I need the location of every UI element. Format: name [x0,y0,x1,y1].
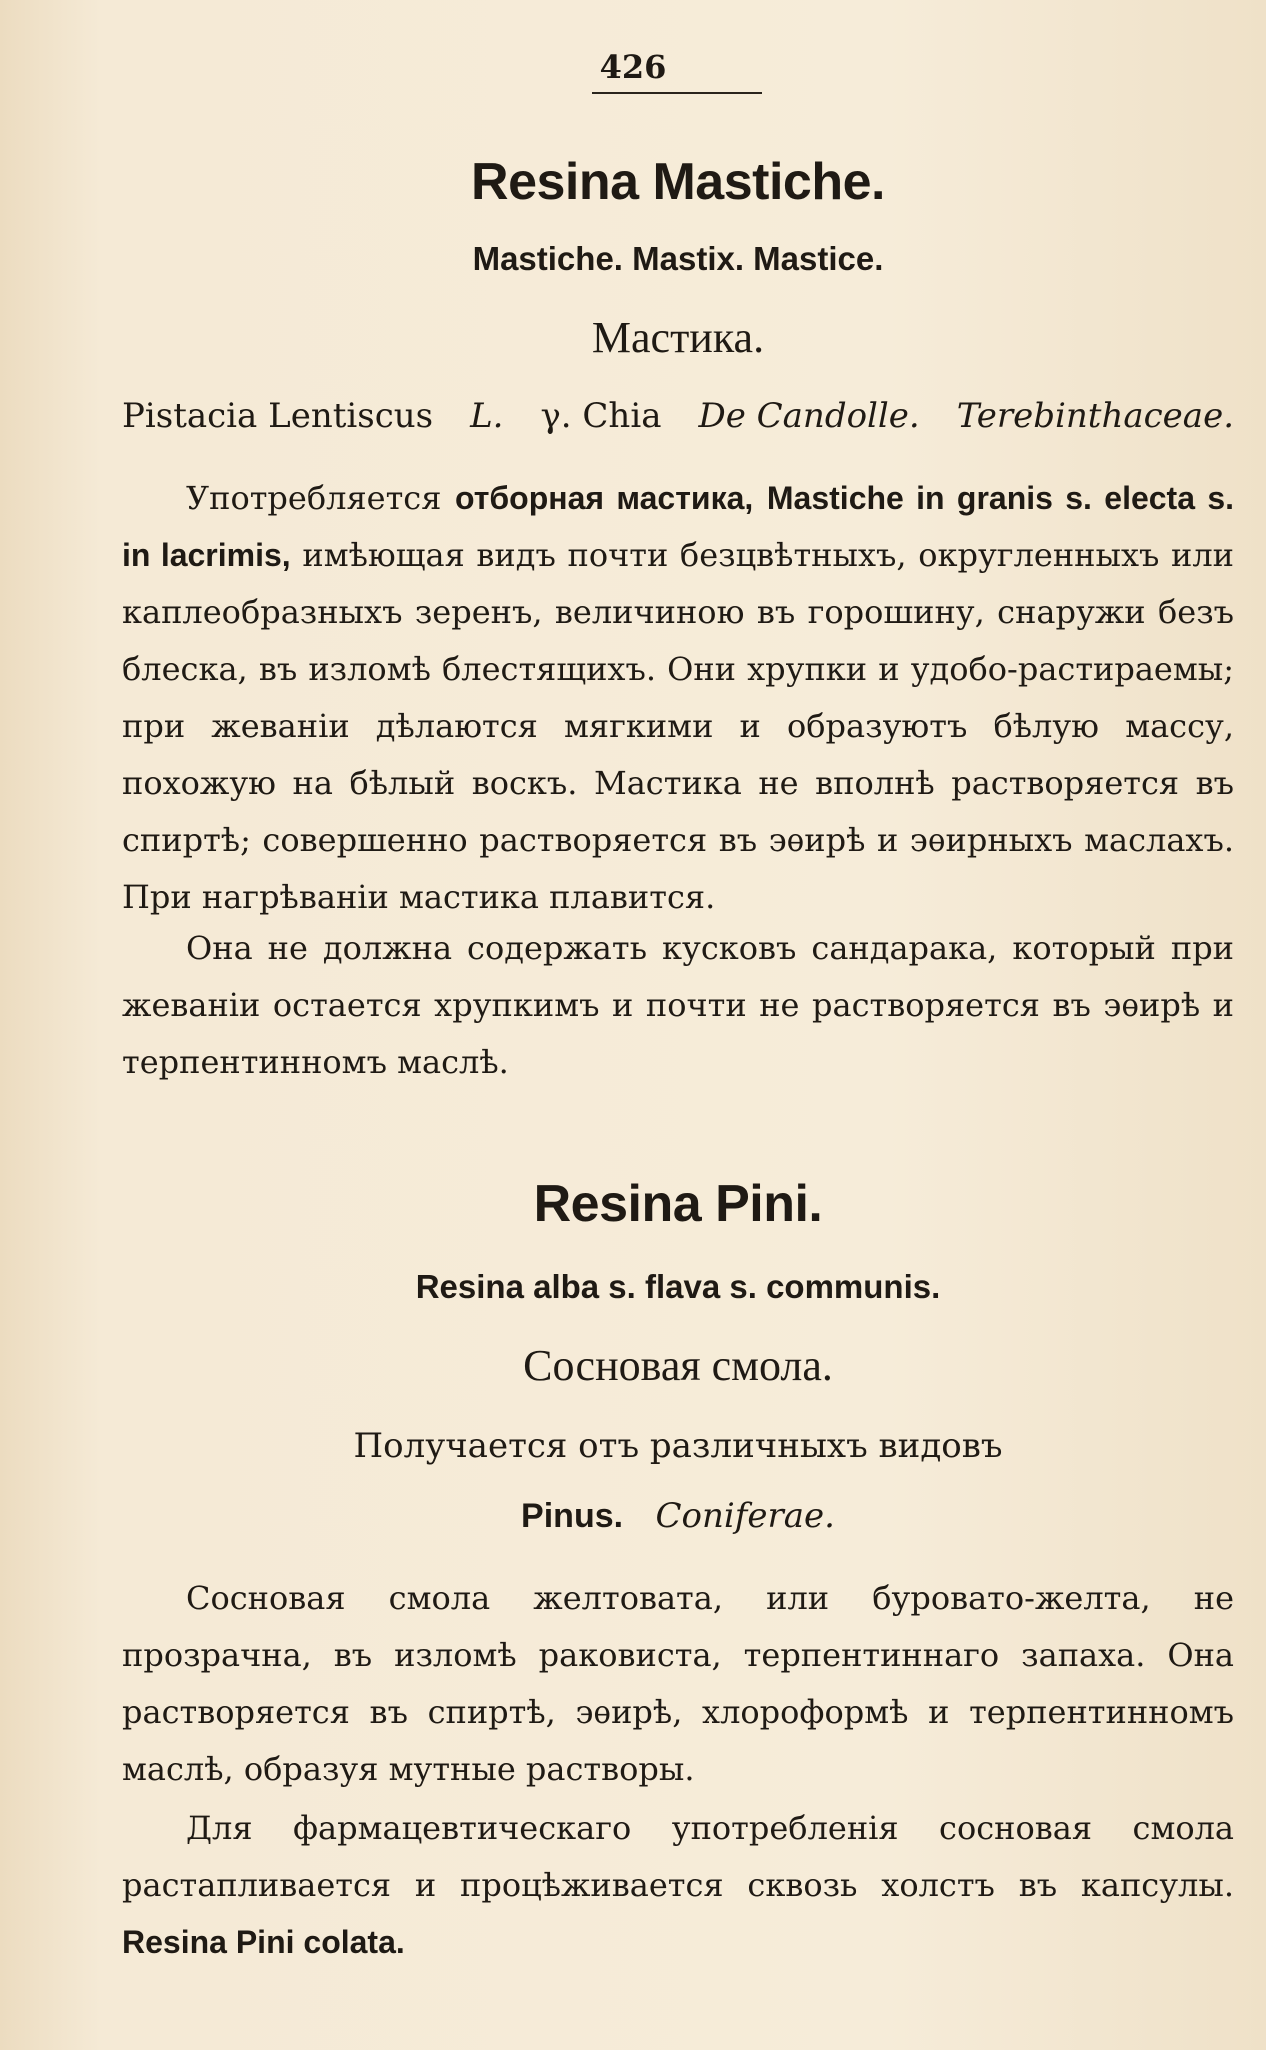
paragraph-pini-description: Сосновая смола желтовата, или буровато-желта, не прозрачна, въ изломѣ раковиста, терпентиннаго запаха. Она растворяется въ спиртѣ, эѳирѣ, хлороформѣ и терпентинномъ маслѣ, образуя мутные растворы. [122,1579,1234,1788]
source-variety: γ. Chia [540,396,662,436]
section-synonyms-mastiche: Mastiche. Mastix. Mastice. [472,240,884,277]
source-family: Terebinthaceae. [956,396,1234,436]
section-russian-title-mastika: Мастика. [591,313,765,362]
botanical-source-line [122,396,1234,436]
p4-body: Для фармацевтическаго употребленія сосновая смола растапливается и процѣживается сквозь холстъ въ капсулы. [122,1809,1234,1904]
paragraph-pini-preparation [122,1800,1234,1971]
section-russian-title-sosnovaya-smola: Сосновая смола. [523,1341,833,1390]
paragraph-mastiche-description [122,470,1234,926]
p1-bold-term: отборная мастика, [454,480,754,516]
page-number: 426 [599,48,667,86]
section-synonyms-pini: Resina alba s. flava s. communis. [415,1268,941,1305]
paragraph-mastiche-sandarac: Она не должна содержать кусковъ сандарака, который при жеваніи остается хрупкимъ и почти не растворяется въ эѳирѣ и терпентинномъ маслѣ. [122,929,1234,1081]
source-author-de-candolle: De Candolle. [698,396,920,436]
p4-latin-term: Resina Pini colata. [122,1924,405,1960]
source-author-linnaeus: L. [470,396,504,436]
family-coniferae: Coniferae. [655,1496,835,1536]
genus-family-line [122,1496,1234,1536]
origin-line: Получается отъ различныхъ видовъ [353,1426,1003,1466]
p1-body: имѣющая видъ почти безцвѣтныхъ, округленныхъ или каплеобразныхъ зеренъ, величиною въ горошину, снаружи безъ блеска, въ изломѣ блестящихъ. Они хрупки и удобо-растираемы; при жеваніи дѣлаются мягкими и образуютъ бѣлую массу, похожую на бѣлый воскъ. Мастика не вполнѣ растворяется въ спиртѣ; совершенно растворяется въ эѳирѣ и эѳирныхъ маслахъ. При нагрѣваніи мастика плавится. [122,536,1235,916]
p1-latin-term: Mastiche in granis s. electa s. in lacrimis, [122,480,1235,573]
genus-pinus: Pinus. [521,1497,624,1535]
page-number-rule [592,92,762,94]
source-genus: Pistacia Lentiscus [122,396,434,436]
section-title-resina-mastiche: Resina Mastiche. [471,153,885,211]
p1-lead: Употребляется [186,479,442,517]
section-title-resina-pini: Resina Pini. [533,1175,823,1233]
